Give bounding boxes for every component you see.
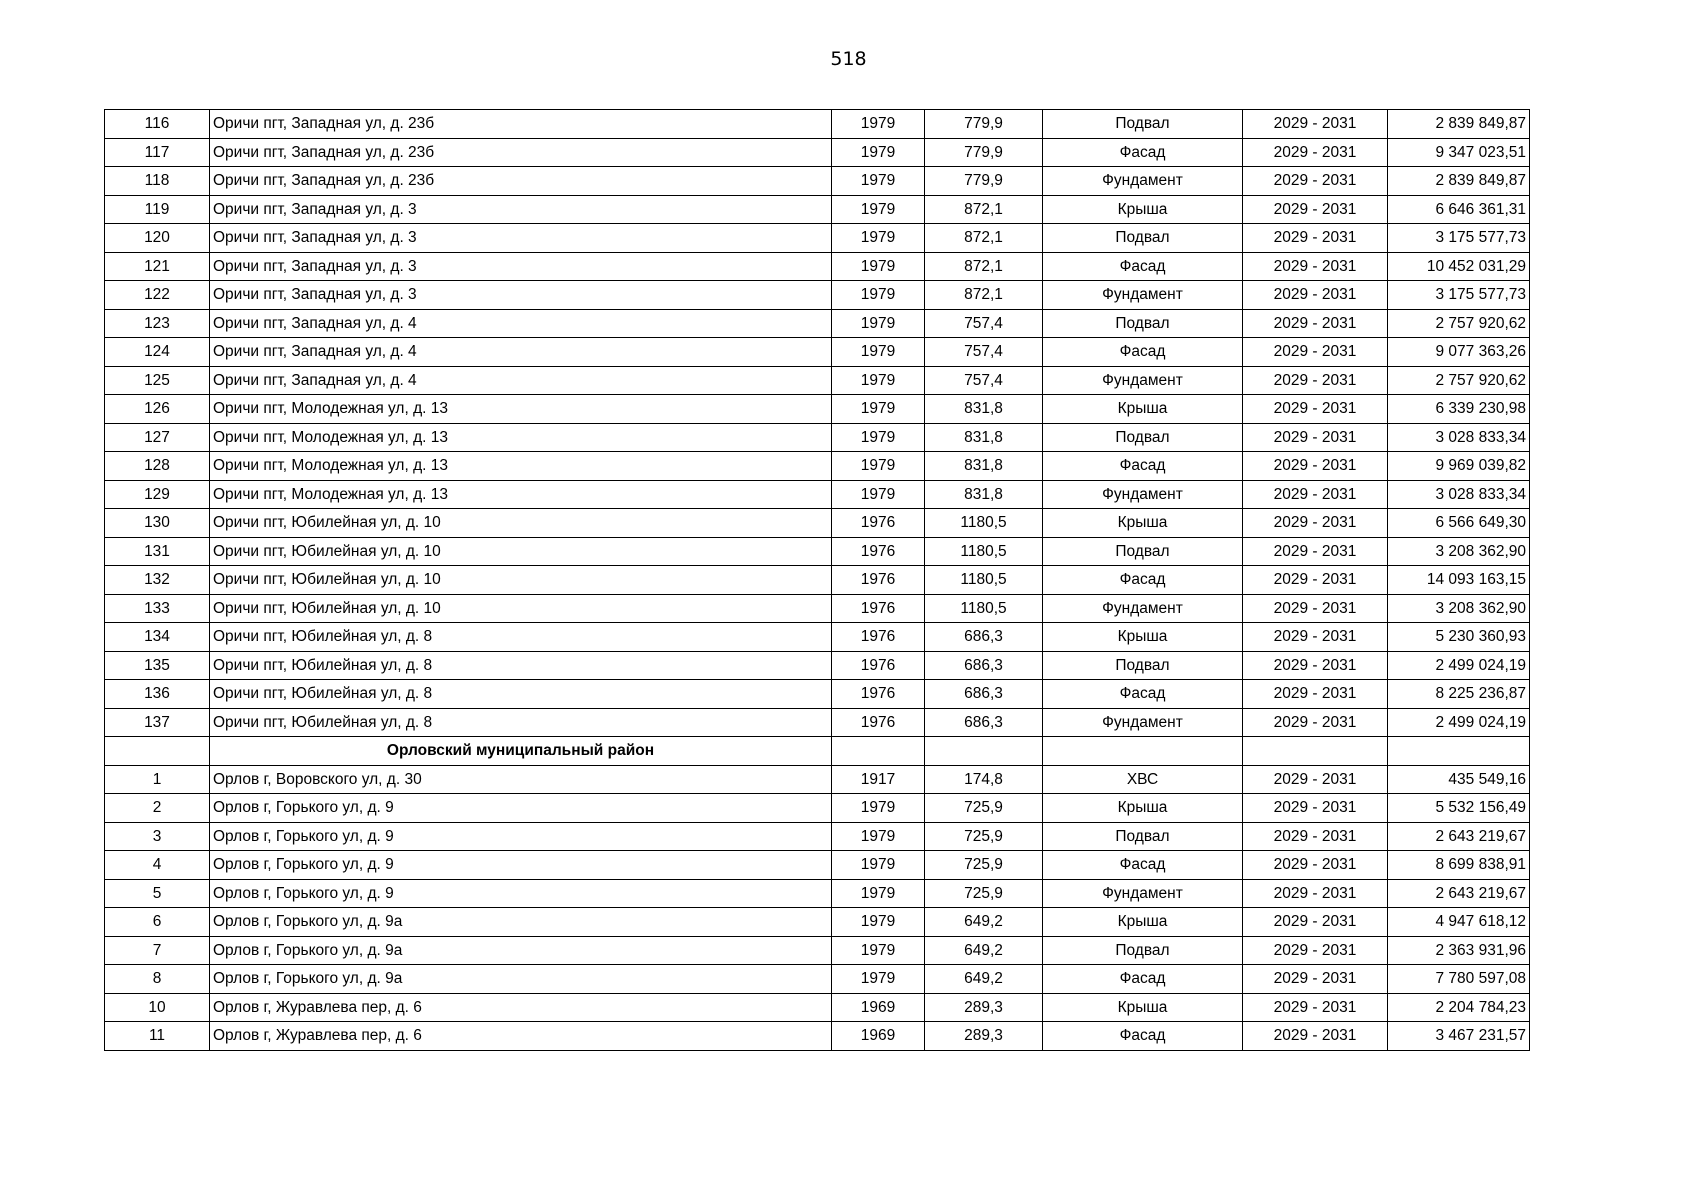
table-row [105,623,1530,652]
table-row [105,965,1530,994]
cost-cell: 9 347 023,51 [1388,138,1530,167]
year-cell: 1976 [832,680,925,709]
period-cell: 2029 - 2031 [1243,509,1388,538]
work-type-cell: Фундамент [1043,480,1243,509]
period-cell: 2029 - 2031 [1243,993,1388,1022]
address-cell: Оричи пгт, Юбилейная ул, д. 10 [210,566,832,595]
table-row [105,993,1530,1022]
area-cell: 289,3 [925,993,1043,1022]
table-row [105,851,1530,880]
cost-cell: 2 839 849,87 [1388,167,1530,196]
work-type-cell: Фундамент [1043,879,1243,908]
area-cell: 872,1 [925,252,1043,281]
address-cell: Оричи пгт, Юбилейная ул, д. 8 [210,623,832,652]
area-cell: 725,9 [925,794,1043,823]
address-cell: Орлов г, Горького ул, д. 9 [210,794,832,823]
row-number: 135 [105,651,210,680]
work-type-cell: ХВС [1043,765,1243,794]
year-cell: 1976 [832,651,925,680]
period-cell: 2029 - 2031 [1243,224,1388,253]
row-number: 6 [105,908,210,937]
cost-cell: 2 363 931,96 [1388,936,1530,965]
cost-cell: 2 499 024,19 [1388,708,1530,737]
section-header-row [105,737,1530,766]
cost-cell: 8 225 236,87 [1388,680,1530,709]
period-cell: 2029 - 2031 [1243,395,1388,424]
area-cell: 872,1 [925,281,1043,310]
address-cell: Оричи пгт, Западная ул, д. 3 [210,252,832,281]
year-cell: 1917 [832,765,925,794]
table-row [105,110,1530,139]
area-cell: 686,3 [925,680,1043,709]
year-cell: 1979 [832,452,925,481]
area-cell: 757,4 [925,309,1043,338]
address-cell: Оричи пгт, Юбилейная ул, д. 8 [210,651,832,680]
row-number: 131 [105,537,210,566]
year-cell: 1979 [832,366,925,395]
area-cell: 1180,5 [925,566,1043,595]
address-cell: Оричи пгт, Западная ул, д. 4 [210,366,832,395]
cost-cell: 5 230 360,93 [1388,623,1530,652]
year-cell: 1976 [832,623,925,652]
table-row [105,1022,1530,1051]
area-cell: 174,8 [925,765,1043,794]
row-number: 123 [105,309,210,338]
period-cell: 2029 - 2031 [1243,138,1388,167]
area-cell: 779,9 [925,110,1043,139]
address-cell: Оричи пгт, Молодежная ул, д. 13 [210,395,832,424]
address-cell: Оричи пгт, Молодежная ул, д. 13 [210,452,832,481]
work-type-cell: Подвал [1043,110,1243,139]
row-number: 130 [105,509,210,538]
period-cell [1243,737,1388,766]
area-cell: 725,9 [925,851,1043,880]
row-number: 3 [105,822,210,851]
year-cell: 1969 [832,993,925,1022]
row-number: 116 [105,110,210,139]
period-cell: 2029 - 2031 [1243,1022,1388,1051]
period-cell: 2029 - 2031 [1243,167,1388,196]
table-row [105,822,1530,851]
address-cell: Оричи пгт, Западная ул, д. 23б [210,110,832,139]
address-cell: Оричи пгт, Западная ул, д. 4 [210,309,832,338]
period-cell: 2029 - 2031 [1243,708,1388,737]
work-type-cell: Фасад [1043,1022,1243,1051]
cost-cell: 7 780 597,08 [1388,965,1530,994]
year-cell: 1979 [832,195,925,224]
row-number: 11 [105,1022,210,1051]
year-cell: 1979 [832,879,925,908]
work-type-cell: Крыша [1043,623,1243,652]
work-type-cell: Подвал [1043,224,1243,253]
work-type-cell: Фундамент [1043,594,1243,623]
work-type-cell [1043,737,1243,766]
cost-cell: 435 549,16 [1388,765,1530,794]
period-cell: 2029 - 2031 [1243,366,1388,395]
table-row [105,480,1530,509]
cost-cell: 2 204 784,23 [1388,993,1530,1022]
table-row [105,680,1530,709]
table-row [105,537,1530,566]
year-cell: 1976 [832,594,925,623]
work-type-cell: Фасад [1043,566,1243,595]
table-row [105,765,1530,794]
table-row [105,908,1530,937]
row-number: 132 [105,566,210,595]
period-cell: 2029 - 2031 [1243,480,1388,509]
year-cell: 1979 [832,224,925,253]
work-type-cell: Фундамент [1043,167,1243,196]
table-row [105,224,1530,253]
area-cell: 779,9 [925,138,1043,167]
table-row [105,936,1530,965]
work-type-cell: Подвал [1043,309,1243,338]
row-number: 7 [105,936,210,965]
table-row [105,423,1530,452]
area-cell: 831,8 [925,452,1043,481]
year-cell: 1979 [832,965,925,994]
address-cell: Оричи пгт, Западная ул, д. 3 [210,224,832,253]
cost-cell: 6 566 649,30 [1388,509,1530,538]
area-cell [925,737,1043,766]
row-number: 133 [105,594,210,623]
address-cell: Оричи пгт, Юбилейная ул, д. 8 [210,680,832,709]
work-type-cell: Крыша [1043,993,1243,1022]
work-type-cell: Фасад [1043,851,1243,880]
row-number: 127 [105,423,210,452]
row-number: 125 [105,366,210,395]
address-cell: Оричи пгт, Юбилейная ул, д. 10 [210,537,832,566]
work-type-cell: Подвал [1043,423,1243,452]
cost-cell: 3 467 231,57 [1388,1022,1530,1051]
area-cell: 757,4 [925,366,1043,395]
address-cell: Оричи пгт, Юбилейная ул, д. 8 [210,708,832,737]
table-row [105,281,1530,310]
area-cell: 649,2 [925,936,1043,965]
area-cell: 757,4 [925,338,1043,367]
table-row [105,566,1530,595]
cost-cell: 2 643 219,67 [1388,879,1530,908]
area-cell: 725,9 [925,822,1043,851]
table-body [105,110,1530,1051]
cost-cell: 2 643 219,67 [1388,822,1530,851]
table-row [105,195,1530,224]
period-cell: 2029 - 2031 [1243,537,1388,566]
year-cell: 1976 [832,537,925,566]
repair-schedule-table [104,109,1530,1051]
period-cell: 2029 - 2031 [1243,338,1388,367]
work-type-cell: Фасад [1043,680,1243,709]
year-cell: 1979 [832,138,925,167]
work-type-cell: Подвал [1043,822,1243,851]
address-cell: Орлов г, Горького ул, д. 9а [210,908,832,937]
table-row [105,452,1530,481]
cost-cell: 3 208 362,90 [1388,537,1530,566]
address-cell: Оричи пгт, Юбилейная ул, д. 10 [210,594,832,623]
cost-cell: 4 947 618,12 [1388,908,1530,937]
period-cell: 2029 - 2031 [1243,423,1388,452]
cost-cell: 6 646 361,31 [1388,195,1530,224]
area-cell: 686,3 [925,708,1043,737]
address-cell: Орлов г, Горького ул, д. 9 [210,822,832,851]
work-type-cell: Крыша [1043,195,1243,224]
period-cell: 2029 - 2031 [1243,794,1388,823]
row-number: 5 [105,879,210,908]
cost-cell: 3 208 362,90 [1388,594,1530,623]
year-cell: 1979 [832,936,925,965]
table-row [105,794,1530,823]
address-cell: Орлов г, Журавлева пер, д. 6 [210,1022,832,1051]
cost-cell: 3 175 577,73 [1388,281,1530,310]
year-cell: 1979 [832,851,925,880]
cost-cell: 14 093 163,15 [1388,566,1530,595]
cost-cell: 2 839 849,87 [1388,110,1530,139]
year-cell: 1979 [832,281,925,310]
work-type-cell: Фасад [1043,252,1243,281]
period-cell: 2029 - 2031 [1243,566,1388,595]
area-cell: 872,1 [925,224,1043,253]
area-cell: 725,9 [925,879,1043,908]
row-number: 129 [105,480,210,509]
work-type-cell: Фундамент [1043,708,1243,737]
address-cell: Оричи пгт, Западная ул, д. 23б [210,167,832,196]
year-cell: 1979 [832,167,925,196]
work-type-cell: Крыша [1043,794,1243,823]
address-cell: Оричи пгт, Западная ул, д. 3 [210,195,832,224]
row-number: 4 [105,851,210,880]
row-number: 10 [105,993,210,1022]
year-cell: 1979 [832,338,925,367]
table-row [105,309,1530,338]
period-cell: 2029 - 2031 [1243,908,1388,937]
address-cell: Оричи пгт, Западная ул, д. 3 [210,281,832,310]
area-cell: 831,8 [925,423,1043,452]
area-cell: 1180,5 [925,594,1043,623]
row-number: 122 [105,281,210,310]
address-cell: Оричи пгт, Юбилейная ул, д. 10 [210,509,832,538]
row-number: 134 [105,623,210,652]
address-cell: Орлов г, Горького ул, д. 9 [210,879,832,908]
table-row [105,651,1530,680]
row-number: 124 [105,338,210,367]
row-number: 8 [105,965,210,994]
cost-cell: 3 028 833,34 [1388,480,1530,509]
work-type-cell: Фасад [1043,338,1243,367]
table-row [105,509,1530,538]
table-row [105,252,1530,281]
work-type-cell: Фасад [1043,452,1243,481]
period-cell: 2029 - 2031 [1243,936,1388,965]
row-number: 120 [105,224,210,253]
work-type-cell: Фундамент [1043,366,1243,395]
area-cell: 1180,5 [925,537,1043,566]
table-row [105,594,1530,623]
year-cell: 1976 [832,509,925,538]
period-cell: 2029 - 2031 [1243,281,1388,310]
period-cell: 2029 - 2031 [1243,851,1388,880]
period-cell: 2029 - 2031 [1243,195,1388,224]
year-cell: 1969 [832,1022,925,1051]
table-row [105,138,1530,167]
year-cell [832,737,925,766]
section-title: Орловский муниципальный район [210,737,832,766]
work-type-cell: Крыша [1043,908,1243,937]
address-cell: Орлов г, Журавлева пер, д. 6 [210,993,832,1022]
cost-cell: 9 077 363,26 [1388,338,1530,367]
year-cell: 1976 [832,566,925,595]
table-row [105,167,1530,196]
work-type-cell: Фасад [1043,965,1243,994]
cost-cell: 5 532 156,49 [1388,794,1530,823]
address-cell: Оричи пгт, Молодежная ул, д. 13 [210,480,832,509]
work-type-cell: Фасад [1043,138,1243,167]
table-row [105,879,1530,908]
year-cell: 1979 [832,395,925,424]
row-number: 117 [105,138,210,167]
cost-cell [1388,737,1530,766]
year-cell: 1979 [832,110,925,139]
row-number: 1 [105,765,210,794]
row-number: 119 [105,195,210,224]
work-type-cell: Подвал [1043,651,1243,680]
row-number: 118 [105,167,210,196]
table-row [105,366,1530,395]
row-number: 137 [105,708,210,737]
row-number [105,737,210,766]
row-number: 2 [105,794,210,823]
area-cell: 872,1 [925,195,1043,224]
address-cell: Орлов г, Горького ул, д. 9а [210,936,832,965]
year-cell: 1979 [832,480,925,509]
period-cell: 2029 - 2031 [1243,879,1388,908]
address-cell: Орлов г, Горького ул, д. 9а [210,965,832,994]
address-cell: Оричи пгт, Западная ул, д. 23б [210,138,832,167]
cost-cell: 3 175 577,73 [1388,224,1530,253]
cost-cell: 3 028 833,34 [1388,423,1530,452]
area-cell: 831,8 [925,395,1043,424]
year-cell: 1979 [832,908,925,937]
work-type-cell: Подвал [1043,936,1243,965]
work-type-cell: Фундамент [1043,281,1243,310]
area-cell: 831,8 [925,480,1043,509]
area-cell: 1180,5 [925,509,1043,538]
work-type-cell: Крыша [1043,509,1243,538]
table-row [105,708,1530,737]
period-cell: 2029 - 2031 [1243,309,1388,338]
cost-cell: 2 499 024,19 [1388,651,1530,680]
period-cell: 2029 - 2031 [1243,110,1388,139]
area-cell: 649,2 [925,965,1043,994]
year-cell: 1979 [832,822,925,851]
cost-cell: 2 757 920,62 [1388,309,1530,338]
area-cell: 649,2 [925,908,1043,937]
area-cell: 686,3 [925,623,1043,652]
period-cell: 2029 - 2031 [1243,822,1388,851]
year-cell: 1979 [832,794,925,823]
period-cell: 2029 - 2031 [1243,680,1388,709]
period-cell: 2029 - 2031 [1243,594,1388,623]
cost-cell: 9 969 039,82 [1388,452,1530,481]
cost-cell: 2 757 920,62 [1388,366,1530,395]
work-type-cell: Подвал [1043,537,1243,566]
period-cell: 2029 - 2031 [1243,651,1388,680]
area-cell: 289,3 [925,1022,1043,1051]
area-cell: 779,9 [925,167,1043,196]
address-cell: Орлов г, Горького ул, д. 9 [210,851,832,880]
address-cell: Оричи пгт, Молодежная ул, д. 13 [210,423,832,452]
cost-cell: 8 699 838,91 [1388,851,1530,880]
address-cell: Оричи пгт, Западная ул, д. 4 [210,338,832,367]
area-cell: 686,3 [925,651,1043,680]
period-cell: 2029 - 2031 [1243,252,1388,281]
address-cell: Орлов г, Воровского ул, д. 30 [210,765,832,794]
year-cell: 1979 [832,423,925,452]
year-cell: 1979 [832,252,925,281]
page-number: 518 [830,48,867,70]
row-number: 128 [105,452,210,481]
period-cell: 2029 - 2031 [1243,765,1388,794]
year-cell: 1976 [832,708,925,737]
row-number: 126 [105,395,210,424]
row-number: 121 [105,252,210,281]
cost-cell: 10 452 031,29 [1388,252,1530,281]
year-cell: 1979 [832,309,925,338]
table-row [105,338,1530,367]
period-cell: 2029 - 2031 [1243,623,1388,652]
work-type-cell: Крыша [1043,395,1243,424]
row-number: 136 [105,680,210,709]
table-row [105,395,1530,424]
period-cell: 2029 - 2031 [1243,965,1388,994]
cost-cell: 6 339 230,98 [1388,395,1530,424]
period-cell: 2029 - 2031 [1243,452,1388,481]
